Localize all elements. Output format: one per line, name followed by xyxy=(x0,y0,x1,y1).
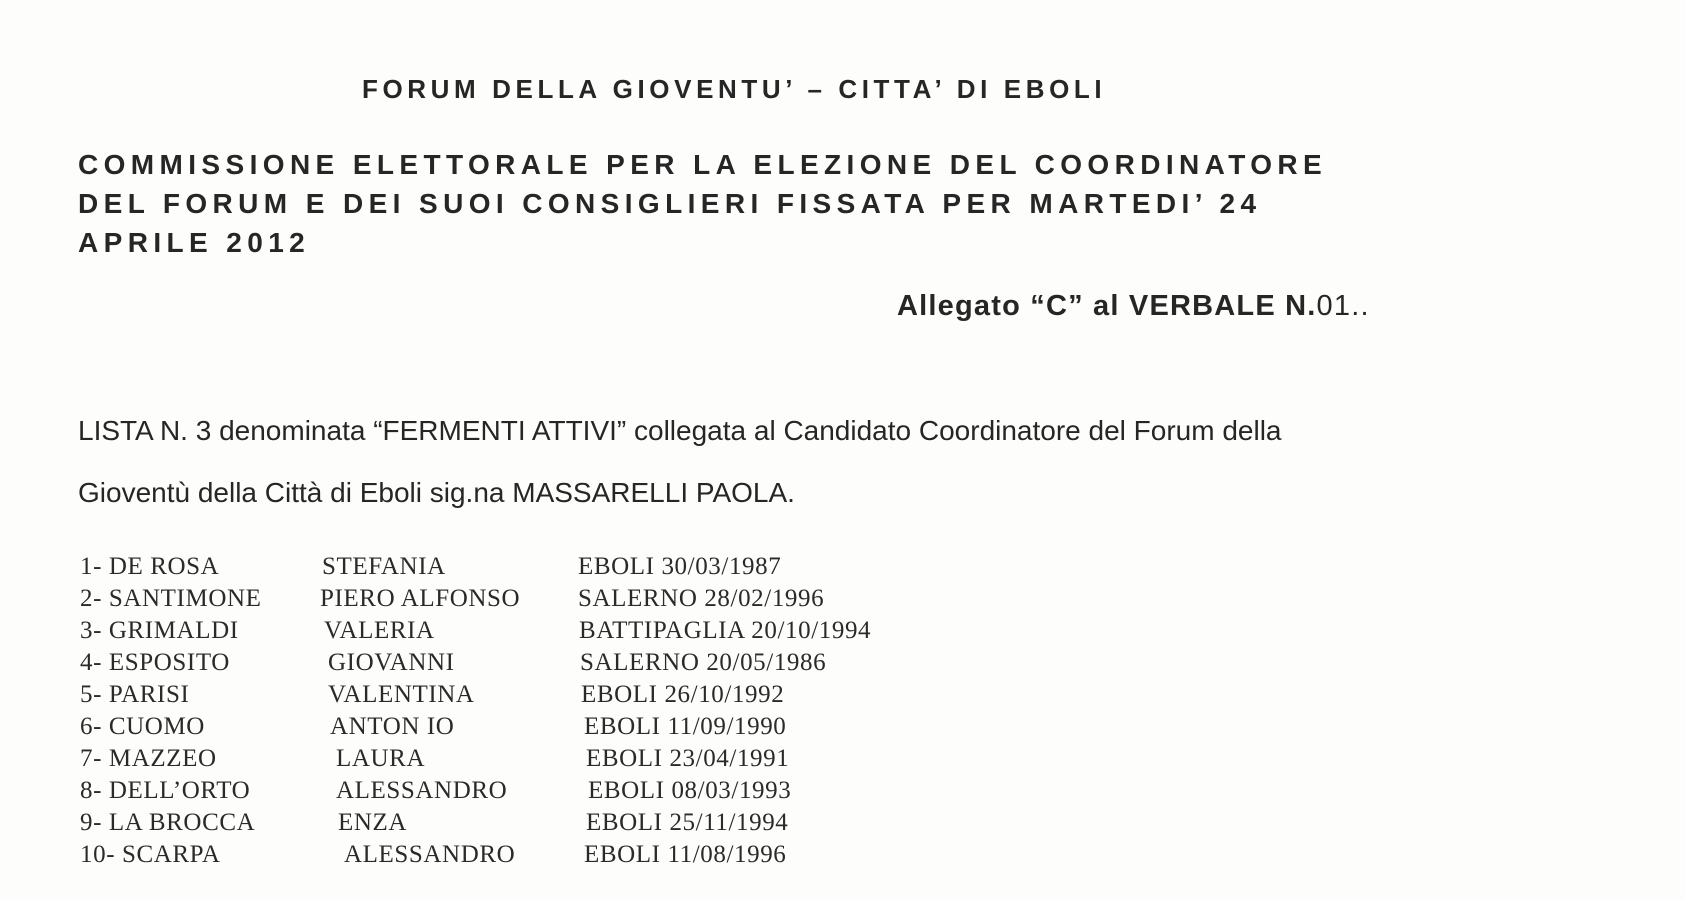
candidate-name: ENZA xyxy=(338,809,408,836)
candidate-birth: EBOLI 11/08/1996 xyxy=(584,841,787,868)
verbale-number: 01.. xyxy=(1316,290,1370,322)
candidate-surname: 10- SCARPA xyxy=(80,841,221,868)
candidate-birth: SALERNO 28/02/1996 xyxy=(578,585,825,612)
commission-heading xyxy=(78,145,1558,262)
candidate-surname: 3- GRIMALDI xyxy=(80,617,239,644)
candidate-surname: 6- CUOMO xyxy=(80,713,205,740)
candidate-surname: 9- LA BROCCA xyxy=(80,809,256,836)
candidate-name: ANTON IO xyxy=(330,713,455,740)
candidate-surname: 8- DELL’ORTO xyxy=(80,777,251,804)
candidate-birth: EBOLI 23/04/1991 xyxy=(586,745,790,772)
lista-line: Gioventù della Città di Eboli sig.na MASSARELLI PAOLA. xyxy=(78,477,795,508)
commission-line: APRILE 2012 xyxy=(78,227,311,258)
candidate-birth: EBOLI 26/10/1992 xyxy=(581,681,785,708)
candidate-birth: EBOLI 25/11/1994 xyxy=(586,809,789,836)
candidate-birth: BATTIPAGLIA 20/10/1994 xyxy=(579,617,872,644)
candidate-surname: 4- ESPOSITO xyxy=(80,649,230,676)
candidate-name: LAURA xyxy=(336,745,426,772)
candidate-name: STEFANIA xyxy=(322,553,446,580)
candidate-name: VALENTINA xyxy=(328,681,475,708)
candidate-name: GIOVANNI xyxy=(328,649,455,676)
commission-line: COMMISSIONE ELETTORALE PER LA ELEZIONE DEL COORDINATORE xyxy=(78,149,1328,180)
candidate-surname: 7- MAZZEO xyxy=(80,745,217,772)
lista-description xyxy=(78,400,1638,524)
candidate-name: ALESSANDRO xyxy=(344,841,516,868)
commission-line: DEL FORUM E DEI SUOI CONSIGLIERI FISSATA PER MARTEDI’ 24 xyxy=(78,188,1262,219)
candidate-birth: EBOLI 30/03/1987 xyxy=(578,553,782,580)
candidate-birth: EBOLI 11/09/1990 xyxy=(584,713,787,740)
candidate-name: PIERO ALFONSO xyxy=(320,585,521,612)
candidate-birth: EBOLI 08/03/1993 xyxy=(588,777,792,804)
candidate-surname: 1- DE ROSA xyxy=(80,553,220,580)
lista-line: LISTA N. 3 denominata “FERMENTI ATTIVI” collegata al Candidato Coordinatore del Forum della xyxy=(78,415,1282,446)
allegato-label: Allegato “C” al VERBALE N. xyxy=(897,290,1317,322)
candidate-name: ALESSANDRO xyxy=(336,777,508,804)
forum-title: FORUM DELLA GIOVENTU’ – CITTA’ DI EBOLI xyxy=(362,74,1107,104)
candidate-surname: 2- SANTIMONE xyxy=(80,585,262,612)
candidate-name: VALERIA xyxy=(324,617,435,644)
candidate-birth: SALERNO 20/05/1986 xyxy=(580,649,827,676)
allegato-reference xyxy=(897,290,1370,323)
candidate-surname: 5- PARISI xyxy=(80,681,190,708)
